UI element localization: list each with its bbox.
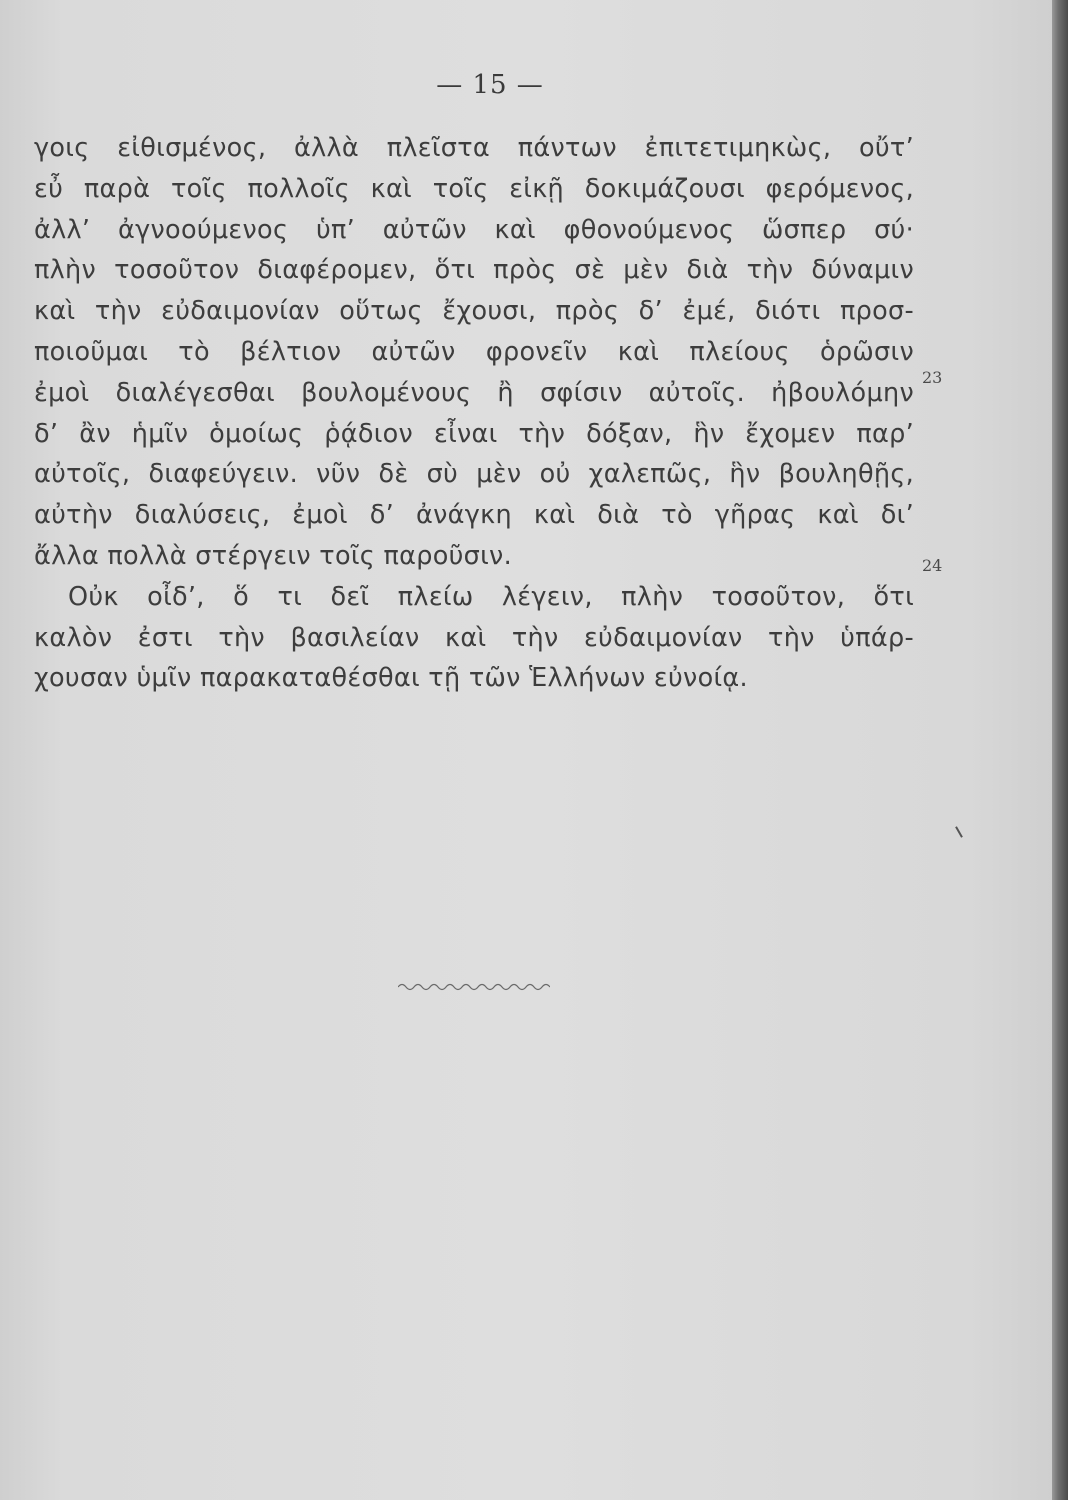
text-line: πλὴν τοσοῦτον διαφέρομεν, ὅτι πρὸς σὲ μὲν διὰ τὴν δύναμιν [34,255,914,286]
text-line: εὖ παρὰ τοῖς πολλοῖς καὶ τοῖς εἰκῇ δοκιμάζουσι φερόμενος, [34,173,914,204]
text-line: ἄλλα πολλὰ στέργειν τοῖς παροῦσιν. [34,540,512,571]
text-line: χουσαν ὑμῖν παρακαταθέσθαι τῇ τῶν Ἑλλήνων εὐνοίᾳ. [34,663,748,694]
text-line: γοις εἰθισμένος, ἀλλὰ πλεῖστα πάντων ἐπιτετιμηκὼς, οὔτ’ [34,133,914,163]
page-edge [1052,0,1068,1500]
page-number: — 15 — [436,70,544,100]
margin-section-number: 23 [922,368,943,387]
text-line: αὐτοῖς, διαφεύγειν. νῦν δὲ σὺ μὲν οὐ χαλεπῶς, ἣν βουληθῇς, [34,459,914,490]
text-line: ποιοῦμαι τὸ βέλτιον αὐτῶν φρονεῖν καὶ πλείους ὁρῶσιν [34,336,914,367]
text-line: δ’ ἂν ἡμῖν ὁμοίως ῥᾴδιον εἶναι τὴν δόξαν, ἣν ἔχομεν παρ’ [34,418,914,449]
text-line: ἐμοὶ διαλέγεσθαι βουλομένους ἢ σφίσιν αὐτοῖς. ἠβουλόμην [34,377,914,408]
text-line: αὐτὴν διαλύσεις, ἐμοὶ δ’ ἀνάγκη καὶ διὰ τὸ γῆρας καὶ δι’ [34,500,914,531]
text-line: καλὸν ἐστι τὴν βασιλείαν καὶ τὴν εὐδαιμονίαν τὴν ὑπάρ- [34,622,914,653]
margin-section-number: 24 [922,556,943,575]
text-line: καὶ τὴν εὐδαιμονίαν οὕτως ἔχουσι, πρὸς δ’ ἐμέ, διότι προσ- [34,296,914,327]
paragraph-start-line: Οὐκ οἶδ’, ὅ τι δεῖ πλείω λέγειν, πλὴν τοσοῦτον, ὅτι [68,581,914,612]
main-text [34,128,914,699]
wavy-divider [398,978,550,992]
text-line: ἀλλ’ ἀγνοούμενος ὑπ’ αὐτῶν καὶ φθονούμενος ὥσπερ σύ· [34,214,914,245]
